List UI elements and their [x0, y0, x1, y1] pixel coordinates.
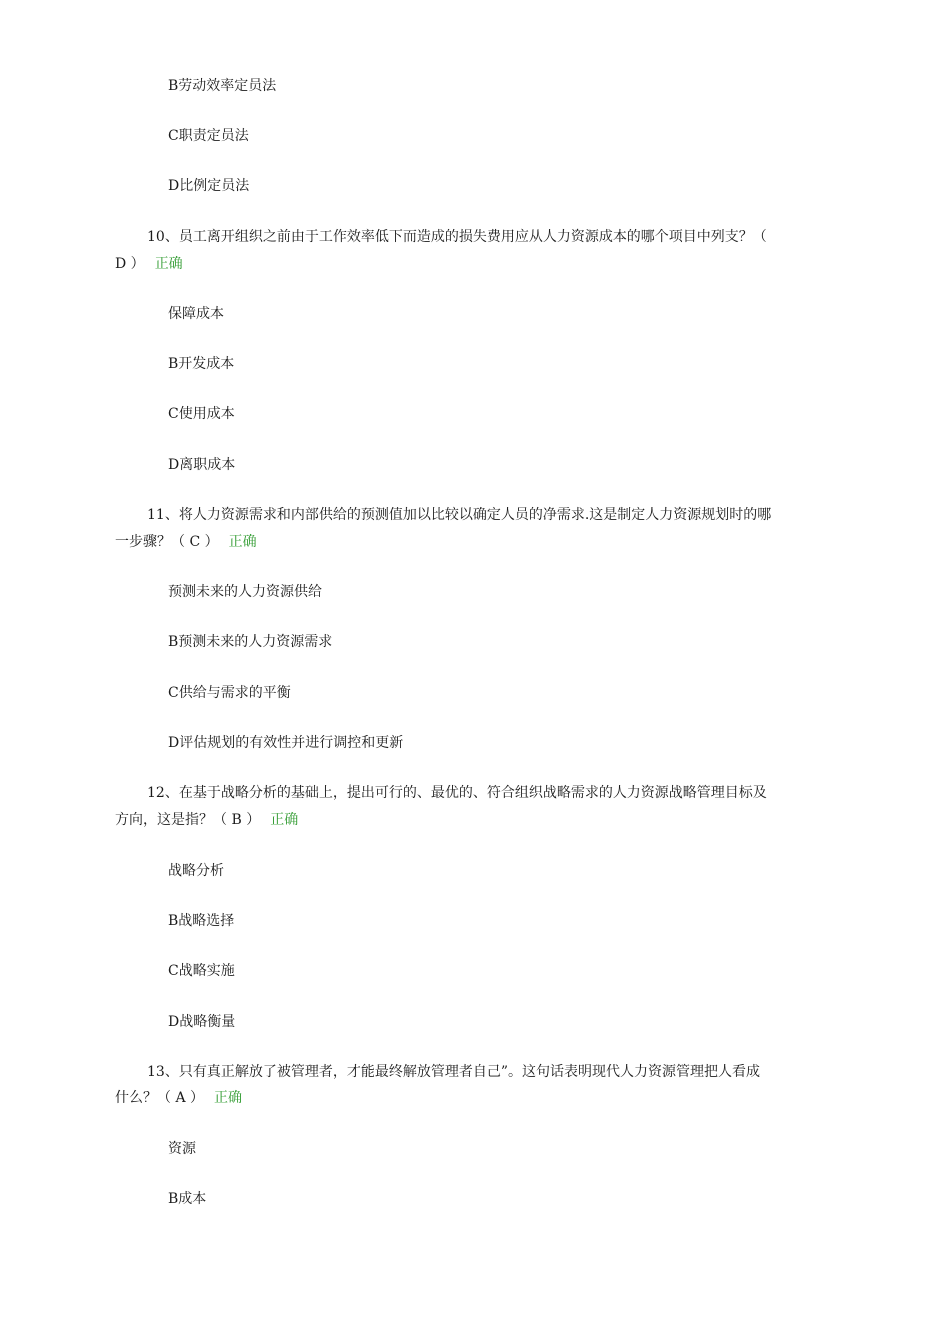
option-text: B开发成本 [168, 356, 235, 372]
question-13-text: 13、只有真正解放了被管理者，才能最终解放管理者自己”。这句话表明现代人力资源管理把人看成 [147, 1064, 760, 1080]
option-text: 预测未来的人力资源供给 [168, 584, 322, 600]
question-answer: 方向，这是指？（ B ） [115, 812, 261, 828]
option-text: 战略分析 [168, 863, 224, 879]
option-text: D战略衡量 [168, 1014, 236, 1030]
option-text: C供给与需求的平衡 [168, 685, 291, 701]
option-text: D评估规划的有效性并进行调控和更新 [168, 735, 404, 751]
option-text: C使用成本 [168, 406, 235, 422]
result-badge: 正确 [154, 256, 183, 272]
question-11-text: 11、将人力资源需求和内部供给的预测值加以比较以确定人员的净需求.这是制定人力资源规划时的哪 [147, 507, 772, 523]
option-text: C职责定员法 [168, 128, 249, 144]
option-text: 资源 [168, 1141, 196, 1157]
result-badge: 正确 [270, 812, 299, 828]
option-text: C战略实施 [168, 963, 235, 979]
question-10-text: 10、员工离开组织之前由于工作效率低下而造成的损失费用应从人力资源成本的哪个项目中列支？（ [147, 229, 767, 245]
result-badge: 正确 [214, 1090, 243, 1106]
option-text: B战略选择 [168, 913, 235, 929]
question-10-answer-line [115, 254, 183, 274]
result-badge: 正确 [228, 534, 257, 550]
question-12-text: 12、在基于战略分析的基础上，提出可行的、最优的、符合组织战略需求的人力资源战略管理目标及 [147, 785, 767, 801]
question-answer: 一步骤？（ C ） [115, 534, 219, 550]
question-answer: D ） [115, 256, 145, 272]
question-11-answer-line [115, 532, 257, 552]
option-text: B劳动效率定员法 [168, 78, 277, 94]
question-answer: 什么？（ A ） [115, 1090, 205, 1106]
option-text: 保障成本 [168, 306, 224, 322]
question-12-answer-line [115, 810, 298, 830]
option-text: B预测未来的人力资源需求 [168, 634, 333, 650]
option-text: B成本 [168, 1191, 207, 1207]
option-text: D比例定员法 [168, 178, 250, 194]
option-text: D离职成本 [168, 457, 236, 473]
question-13-answer-line [115, 1088, 242, 1108]
